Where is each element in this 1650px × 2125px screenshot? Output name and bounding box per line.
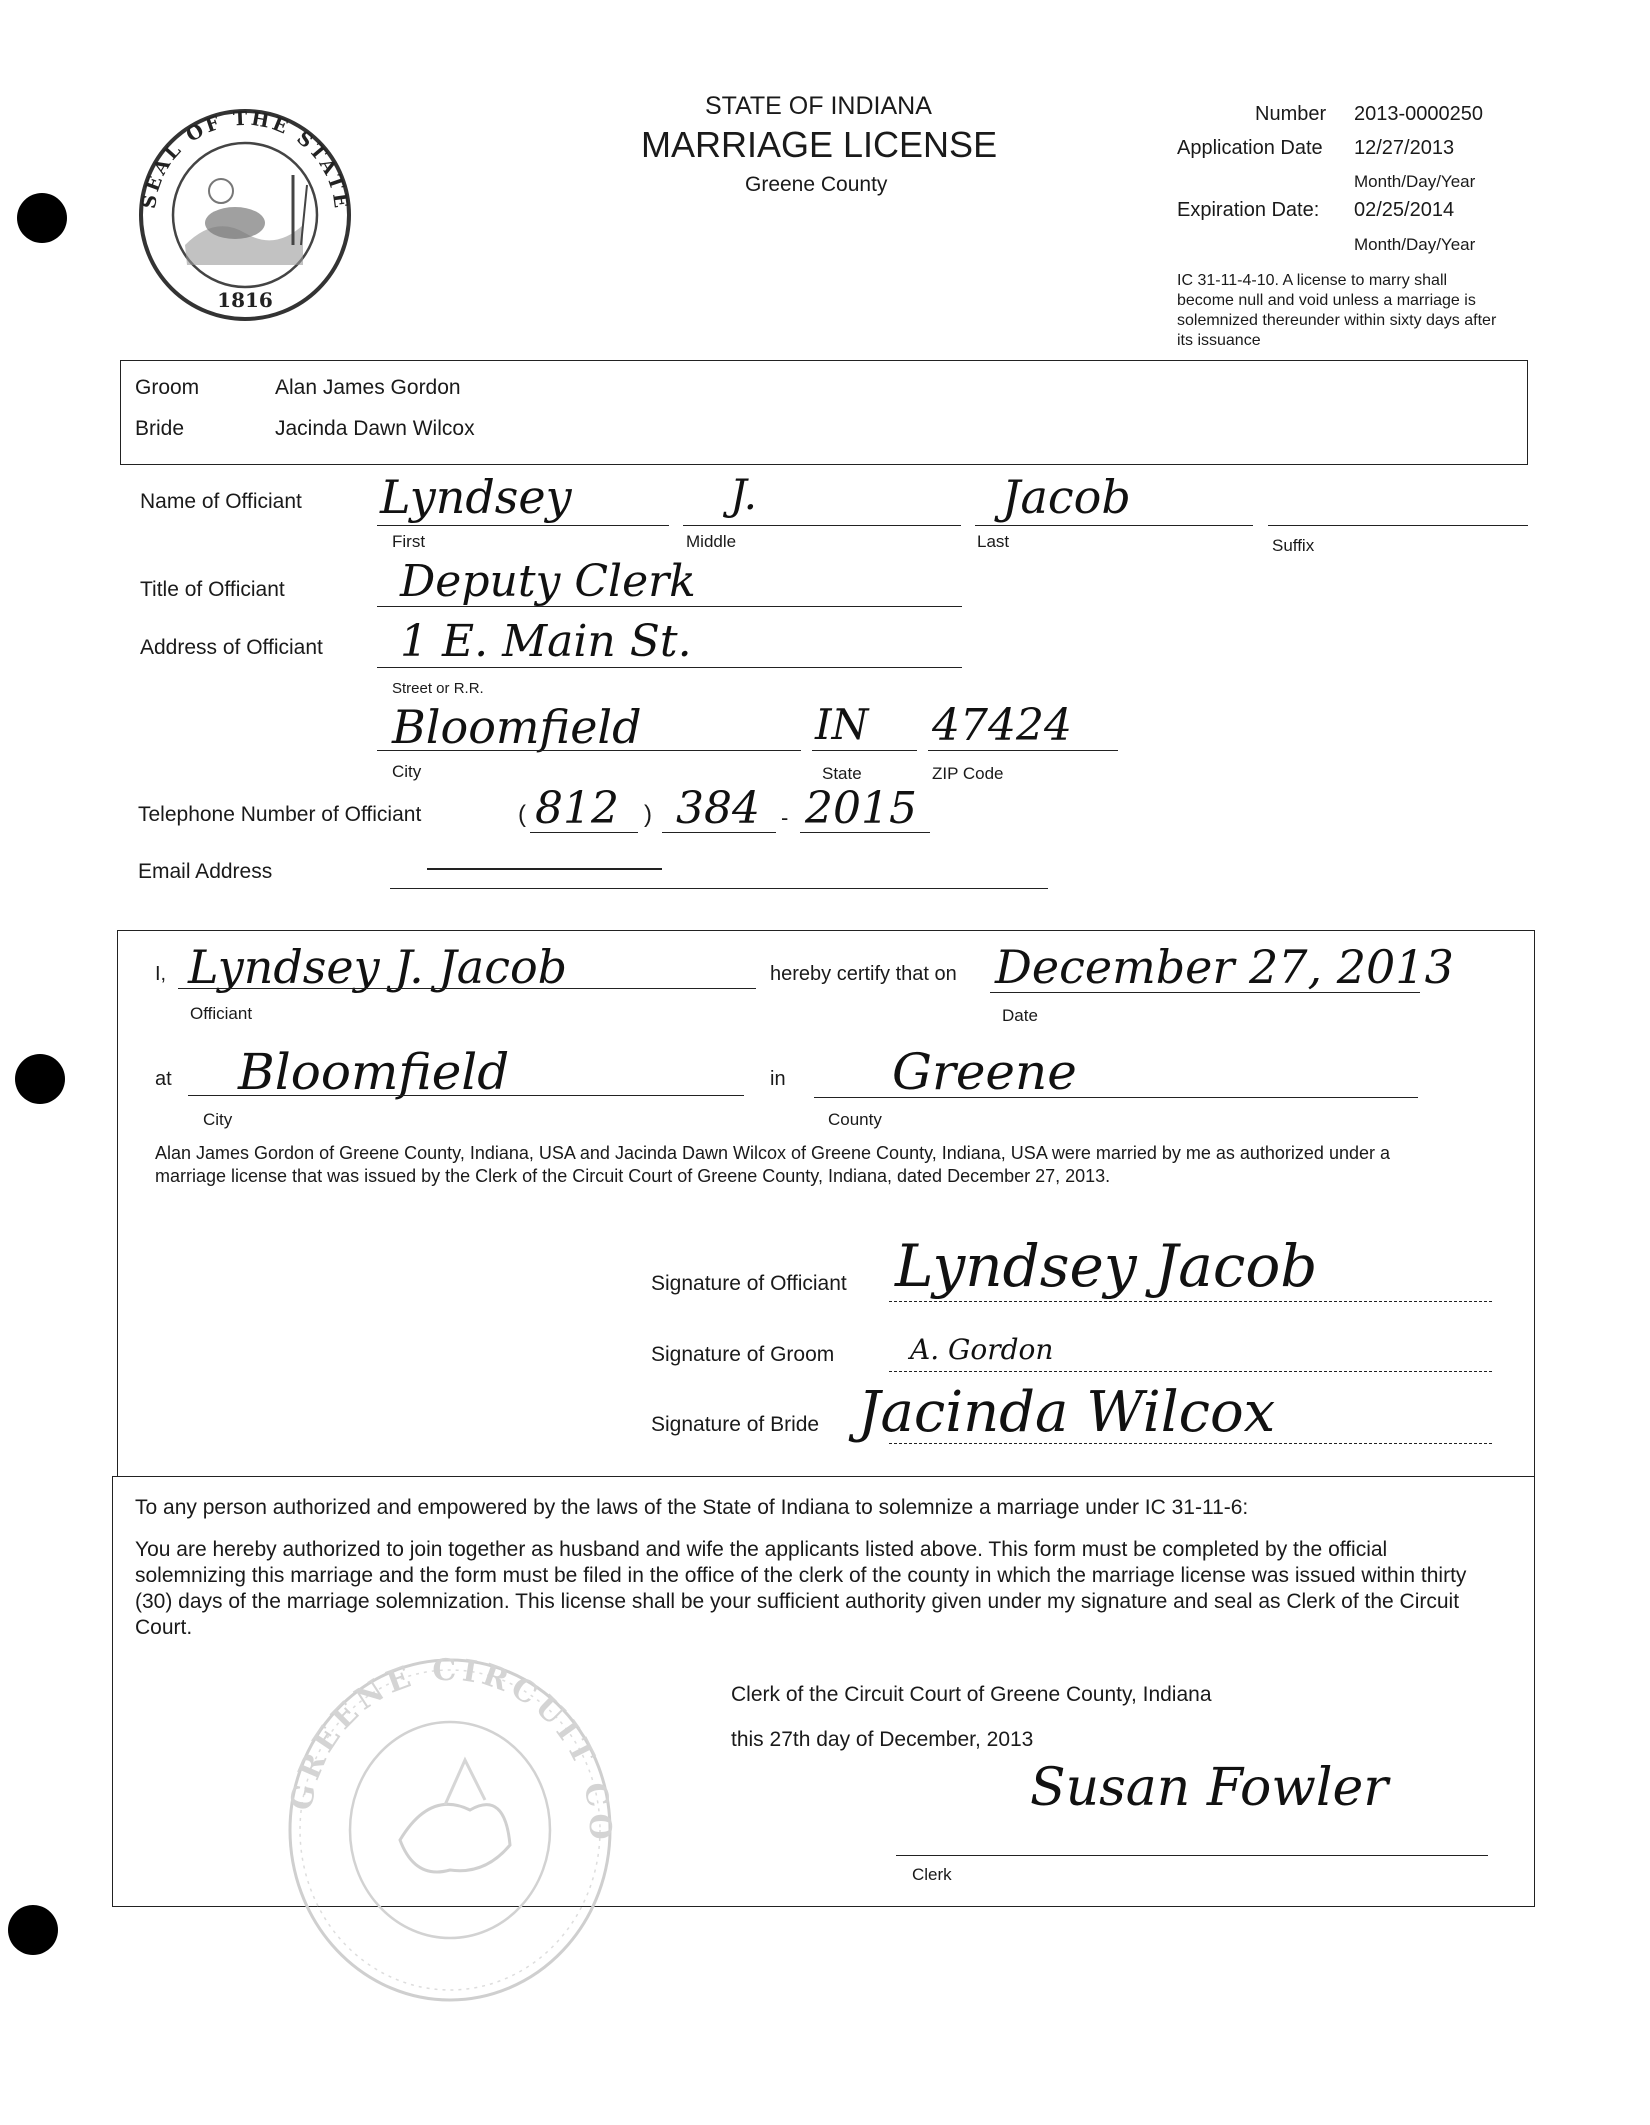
groom-signature-label: Signature of Groom: [651, 1343, 835, 1366]
officiant-caption: Officiant: [190, 1004, 253, 1023]
court-seal: [270, 1640, 630, 2020]
phone-prefix: 384: [676, 783, 760, 834]
punch-hole-middle: [15, 1054, 65, 1104]
bride-signature-label: Signature of Bride: [651, 1413, 820, 1436]
officiant-phone-label: Telephone Number of Officiant: [138, 803, 422, 826]
certificate-box: [117, 930, 1535, 1477]
certificate-at-label: at: [155, 1068, 172, 1090]
certificate-officiant-name: Lyndsey J. Jacob: [188, 940, 568, 994]
marriage-statement: Alan James Gordon of Greene County, Indiana, USA and Jacinda Dawn Wilcox of Greene County, Indiana, USA were married by me as authorized under a marriage license that was issued by the Clerk of the Circuit Court of Greene County, Indiana, dated December 27, 2013.: [155, 1143, 1390, 1186]
groom-name: Alan James Gordon: [275, 376, 461, 399]
number-label: Number: [1255, 103, 1327, 125]
certificate-in-label: in: [770, 1068, 786, 1090]
issue-day-line: this 27th day of December, 2013: [731, 1728, 1034, 1751]
svg-text:SEAL OF THE STATE OF INDIANA: SEAL OF THE STATE: [137, 107, 353, 213]
middle-caption: Middle: [686, 532, 737, 551]
date-format-hint: Month/Day/Year: [1354, 235, 1476, 254]
email-label: Email Address: [138, 860, 273, 883]
first-caption: First: [392, 532, 426, 551]
officiant-first-name: Lyndsey: [380, 470, 572, 524]
officiant-city: Bloomfield: [392, 700, 642, 754]
officiant-street: 1 E. Main St.: [400, 616, 692, 667]
marriage-city: Bloomfield: [238, 1043, 510, 1101]
street-caption: Street or R.R.: [392, 680, 484, 697]
phone-paren-open: (: [518, 801, 526, 828]
groom-signature: A. Gordon: [910, 1333, 1054, 1366]
county-caption: County: [828, 1110, 882, 1129]
state-heading: STATE OF INDIANA: [705, 92, 932, 120]
officiant-zip: 47424: [932, 700, 1072, 751]
officiant-address-label: Address of Officiant: [140, 636, 323, 659]
phone-dash: -: [781, 805, 789, 830]
phone-area-code: 812: [535, 783, 619, 834]
bride-label: Bride: [135, 417, 185, 440]
date-caption: Date: [1002, 1006, 1038, 1025]
clerk-court-line: Clerk of the Circuit Court of Greene County, Indiana: [731, 1683, 1212, 1706]
officiant-name-label: Name of Officiant: [140, 490, 302, 513]
certificate-i-label: I,: [155, 963, 167, 985]
svg-text:1816: 1816: [217, 288, 273, 312]
expiration-date: 02/25/2014: [1354, 199, 1455, 221]
authorization-body: You are hereby authorized to join together as husband and wife the applicants listed above. This form must be completed by the official solemnizing this marriage and the form must be filed in the office of the clerk of the county in which the marriage license was issued within thirty (30) days of the marriage solemnization. This license shall be your sufficient authority given under my signature and seal as Clerk of the Circuit Court.: [135, 1538, 1467, 1639]
officiant-title: Deputy Clerk: [400, 556, 696, 607]
punch-hole-top: [17, 193, 67, 243]
clerk-caption: Clerk: [912, 1865, 952, 1884]
officiant-last-name: Jacob: [1002, 470, 1131, 524]
officiant-state: IN: [815, 700, 869, 749]
application-date-label: Application Date: [1177, 137, 1323, 159]
statute-note: IC 31-11-4-10. A license to marry shall become null and void unless a marriage is solemnized thereunder within sixty days after its issuance: [1177, 272, 1497, 349]
application-date: 12/27/2013: [1354, 137, 1455, 159]
state-seal: [125, 95, 365, 325]
groom-label: Groom: [135, 376, 200, 399]
certify-text: hereby certify that on: [770, 963, 957, 985]
document-title: MARRIAGE LICENSE: [641, 124, 998, 165]
officiant-signature-label: Signature of Officiant: [651, 1272, 847, 1295]
city-caption: City: [392, 762, 422, 781]
zip-caption: ZIP Code: [932, 764, 1004, 783]
clerk-signature: Susan Fowler: [1030, 1758, 1389, 1818]
bride-name: Jacinda Dawn Wilcox: [275, 417, 475, 440]
marriage-county: Greene: [892, 1043, 1077, 1101]
county-heading: Greene County: [745, 173, 888, 196]
city-caption: City: [203, 1110, 233, 1129]
officiant-middle-initial: J.: [730, 470, 757, 519]
suffix-caption: Suffix: [1272, 536, 1315, 555]
punch-hole-bottom: [8, 1905, 58, 1955]
svg-text:GREENE CIRCUIT COURT: GREENE CIRCUIT CO: [283, 1652, 618, 1845]
phone-line-number: 2015: [805, 783, 917, 834]
license-number: 2013-0000250: [1354, 103, 1484, 125]
date-format-hint: Month/Day/Year: [1354, 172, 1476, 191]
officiant-signature: Lyndsey Jacob: [895, 1232, 1318, 1300]
expiration-date-label: Expiration Date:: [1177, 199, 1320, 221]
officiant-title-label: Title of Officiant: [140, 578, 285, 601]
bride-signature: Jacinda Wilcox: [858, 1380, 1276, 1445]
authorization-heading: To any person authorized and empowered by the laws of the State of Indiana to solemnize a marriage under IC 31-11-6:: [135, 1496, 1249, 1519]
marriage-date: December 27, 2013: [995, 940, 1454, 994]
state-caption: State: [822, 764, 862, 783]
phone-paren-close: ): [644, 801, 652, 828]
last-caption: Last: [977, 532, 1010, 551]
